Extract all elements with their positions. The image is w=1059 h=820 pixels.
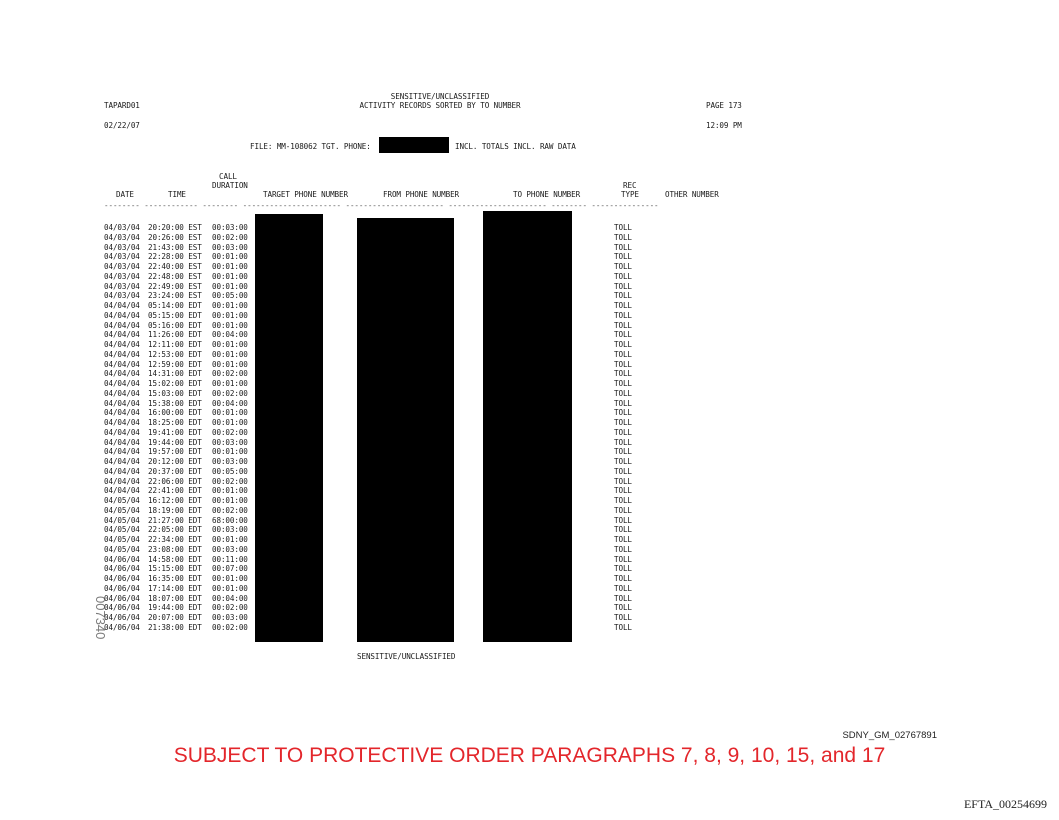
cell-rec-type: TOLL: [614, 447, 632, 457]
cell-date: 04/05/04: [104, 515, 140, 525]
cell-time: 12:53:00 EDT: [148, 349, 202, 359]
table-row: [104, 477, 256, 487]
cell-date: 04/04/04: [104, 398, 140, 408]
redaction-target-phone: [255, 214, 323, 642]
cell-rec-type: TOLL: [614, 486, 632, 496]
col-header-type: TYPE: [621, 190, 639, 199]
cell-date: 04/03/04: [104, 223, 140, 232]
table-row: [104, 613, 256, 623]
cell-date: 04/04/04: [104, 466, 140, 476]
cell-rec-type: TOLL: [614, 340, 632, 349]
cell-duration: 00:01:00: [212, 574, 248, 583]
table-row: [104, 369, 256, 379]
col-header-call: CALL: [219, 172, 237, 181]
redaction-from-phone: [357, 218, 454, 642]
cell-date: 04/04/04: [104, 476, 140, 486]
cell-rec-type: TOLL: [614, 242, 632, 252]
cell-rec-type: TOLL: [614, 398, 632, 408]
file-info-prefix: FILE: MM-108062 TGT. PHONE:: [250, 142, 371, 151]
cell-date: 04/06/04: [104, 593, 140, 603]
cell-time: 21:27:00 EDT: [148, 515, 202, 525]
cell-time: 20:07:00 EDT: [148, 613, 202, 622]
cell-duration: 00:05:00: [212, 291, 248, 301]
table-row: [104, 506, 256, 516]
efta-id: EFTA_00254699: [963, 797, 1047, 811]
cell-time: 23:08:00 EDT: [148, 544, 202, 554]
cell-date: 04/06/04: [104, 622, 140, 632]
col-header-to-phone: TO PHONE NUMBER: [513, 190, 581, 199]
table-row: [104, 291, 256, 301]
cell-rec-type: TOLL: [614, 505, 632, 515]
cell-time: 20:37:00 EDT: [148, 466, 202, 476]
cell-date: 04/04/04: [104, 340, 140, 349]
cell-date: 04/03/04: [104, 281, 140, 291]
table-row: [104, 457, 256, 467]
cell-rec-type: TOLL: [614, 515, 632, 525]
cell-time: 23:24:00 EST: [148, 291, 202, 301]
cell-time: 17:14:00 EDT: [148, 583, 202, 593]
cell-rec-type: TOLL: [614, 418, 632, 427]
cell-date: 04/06/04: [104, 583, 140, 593]
redaction-to-phone: [483, 211, 572, 642]
cell-duration: 00:01:00: [212, 379, 248, 388]
table-row: [104, 428, 256, 438]
table-row: [104, 447, 256, 457]
redaction-target-phone-header: [379, 137, 449, 153]
table-row: [104, 399, 256, 409]
cell-duration: 00:04:00: [212, 398, 248, 408]
cell-duration: 00:01:00: [212, 262, 248, 271]
table-row: [104, 603, 256, 613]
cell-duration: 00:03:00: [212, 223, 248, 232]
cell-time: 05:16:00 EDT: [148, 320, 202, 330]
classification-bottom: SENSITIVE/UNCLASSIFIED: [357, 652, 456, 661]
cell-duration: 00:02:00: [212, 427, 248, 437]
table-row: [104, 389, 256, 399]
cell-rec-type: TOLL: [614, 564, 632, 574]
cell-date: 04/03/04: [104, 262, 140, 271]
cell-date: 04/04/04: [104, 330, 140, 340]
file-info-suffix: INCL. TOTALS INCL. RAW DATA: [455, 142, 576, 151]
cell-duration: 00:02:00: [212, 476, 248, 486]
cell-duration: 00:01:00: [212, 310, 248, 320]
cell-time: 15:15:00 EDT: [148, 564, 202, 574]
cell-rec-type: TOLL: [614, 388, 632, 398]
cell-date: 04/04/04: [104, 447, 140, 457]
cell-rec-type: TOLL: [614, 359, 632, 369]
cell-time: 22:28:00 EST: [148, 252, 202, 262]
cell-rec-type: TOLL: [614, 310, 632, 320]
cell-time: 22:40:00 EST: [148, 262, 202, 271]
page-number: PAGE 173: [706, 101, 742, 110]
cell-rec-type: TOLL: [614, 349, 632, 359]
cell-duration: 00:01:00: [212, 418, 248, 427]
cell-duration: 00:01:00: [212, 281, 248, 291]
cell-date: 04/04/04: [104, 427, 140, 437]
cell-duration: 00:03:00: [212, 457, 248, 466]
table-row: [104, 311, 256, 321]
cell-rec-type: TOLL: [614, 437, 632, 447]
col-header-rec: REC: [623, 181, 637, 190]
cell-duration: 00:01:00: [212, 349, 248, 359]
table-row: [104, 564, 256, 574]
report-title: ACTIVITY RECORDS SORTED BY TO NUMBER: [359, 101, 521, 110]
cell-rec-type: TOLL: [614, 583, 632, 593]
cell-rec-type: TOLL: [614, 379, 632, 388]
cell-rec-type: TOLL: [614, 544, 632, 554]
cell-date: 04/04/04: [104, 369, 140, 379]
cell-date: 04/04/04: [104, 349, 140, 359]
table-row: [104, 223, 256, 233]
cell-rec-type: TOLL: [614, 593, 632, 603]
cell-date: 04/03/04: [104, 271, 140, 281]
col-header-target-phone: TARGET PHONE NUMBER: [263, 190, 348, 199]
cell-duration: 00:01:00: [212, 408, 248, 418]
table-row: [104, 535, 256, 545]
cell-duration: 00:02:00: [212, 388, 248, 398]
cell-rec-type: TOLL: [614, 223, 632, 232]
cell-rec-type: TOLL: [614, 603, 632, 613]
cell-duration: 00:01:00: [212, 535, 248, 544]
cell-duration: 00:03:00: [212, 242, 248, 252]
cell-duration: 00:02:00: [212, 232, 248, 242]
cell-time: 22:48:00 EST: [148, 271, 202, 281]
cell-time: 18:25:00 EDT: [148, 418, 202, 427]
cell-duration: 00:03:00: [212, 437, 248, 447]
cell-date: 04/04/04: [104, 320, 140, 330]
cell-date: 04/04/04: [104, 388, 140, 398]
cell-date: 04/06/04: [104, 574, 140, 583]
cell-duration: 00:01:00: [212, 486, 248, 496]
table-row: [104, 301, 256, 311]
cell-duration: 00:02:00: [212, 622, 248, 632]
cell-date: 04/03/04: [104, 291, 140, 301]
cell-rec-type: TOLL: [614, 622, 632, 632]
cell-date: 04/03/04: [104, 232, 140, 242]
cell-time: 16:00:00 EDT: [148, 408, 202, 418]
cell-rec-type: TOLL: [614, 496, 632, 505]
report-id: TAPARD01: [104, 101, 140, 110]
cell-date: 04/04/04: [104, 437, 140, 447]
cell-duration: 00:03:00: [212, 613, 248, 622]
bates-number: SDNY_GM_02767891: [842, 730, 937, 741]
table-row: [104, 594, 256, 604]
cell-duration: 00:01:00: [212, 583, 248, 593]
cell-date: 04/04/04: [104, 486, 140, 496]
cell-rec-type: TOLL: [614, 291, 632, 301]
cell-date: 04/03/04: [104, 252, 140, 262]
cell-date: 04/05/04: [104, 525, 140, 535]
table-row: [104, 321, 256, 331]
cell-duration: 00:01:00: [212, 301, 248, 310]
cell-duration: 00:11:00: [212, 554, 248, 564]
cell-date: 04/04/04: [104, 359, 140, 369]
cell-time: 22:41:00 EDT: [148, 486, 202, 496]
cell-rec-type: TOLL: [614, 525, 632, 535]
cell-time: 21:38:00 EDT: [148, 622, 202, 632]
cell-duration: 00:01:00: [212, 447, 248, 457]
cell-duration: 00:01:00: [212, 252, 248, 262]
cell-time: 19:41:00 EDT: [148, 427, 202, 437]
cell-date: 04/05/04: [104, 544, 140, 554]
table-row: [104, 243, 256, 253]
cell-duration: 00:02:00: [212, 603, 248, 613]
cell-duration: 00:01:00: [212, 271, 248, 281]
cell-time: 14:31:00 EDT: [148, 369, 202, 379]
cell-rec-type: TOLL: [614, 232, 632, 242]
cell-rec-type: TOLL: [614, 574, 632, 583]
cell-time: 15:02:00 EDT: [148, 379, 202, 388]
side-stamp: 007340: [93, 596, 108, 640]
cell-date: 04/04/04: [104, 418, 140, 427]
cell-rec-type: TOLL: [614, 554, 632, 564]
cell-duration: 00:05:00: [212, 466, 248, 476]
cell-time: 12:59:00 EDT: [148, 359, 202, 369]
protective-order-notice: SUBJECT TO PROTECTIVE ORDER PARAGRAPHS 7, 8, 9, 10, 15, and 17: [173, 744, 886, 767]
cell-duration: 00:04:00: [212, 593, 248, 603]
cell-date: 04/05/04: [104, 496, 140, 505]
cell-time: 19:57:00 EDT: [148, 447, 202, 457]
cell-time: 18:07:00 EDT: [148, 593, 202, 603]
cell-rec-type: TOLL: [614, 330, 632, 340]
table-row: [104, 252, 256, 262]
cell-time: 22:49:00 EST: [148, 281, 202, 291]
cell-rec-type: TOLL: [614, 320, 632, 330]
table-row: [104, 360, 256, 370]
cell-date: 04/06/04: [104, 603, 140, 613]
table-row: [104, 272, 256, 282]
cell-date: 04/03/04: [104, 242, 140, 252]
cell-time: 16:12:00 EDT: [148, 496, 202, 505]
cell-time: 12:11:00 EDT: [148, 340, 202, 349]
cell-time: 21:43:00 EST: [148, 242, 202, 252]
cell-duration: 68:00:00: [212, 515, 248, 525]
cell-rec-type: TOLL: [614, 476, 632, 486]
cell-time: 18:19:00 EDT: [148, 505, 202, 515]
cell-time: 22:34:00 EDT: [148, 535, 202, 544]
cell-rec-type: TOLL: [614, 535, 632, 544]
table-row: [104, 418, 256, 428]
cell-time: 22:05:00 EDT: [148, 525, 202, 535]
table-row: [104, 555, 256, 565]
classification-top: SENSITIVE/UNCLASSIFIED: [390, 92, 490, 101]
col-header-date: DATE: [116, 190, 134, 199]
table-row: [104, 379, 256, 389]
table-row: [104, 584, 256, 594]
table-row: [104, 340, 256, 350]
table-row: [104, 282, 256, 292]
cell-time: 22:06:00 EDT: [148, 476, 202, 486]
cell-rec-type: TOLL: [614, 613, 632, 622]
report-date: 02/22/07: [104, 121, 140, 130]
table-row: [104, 262, 256, 272]
cell-date: 04/05/04: [104, 535, 140, 544]
cell-duration: 00:07:00: [212, 564, 248, 574]
table-row: [104, 350, 256, 360]
cell-time: 15:38:00 EDT: [148, 398, 202, 408]
cell-time: 14:58:00 EDT: [148, 554, 202, 564]
cell-duration: 00:03:00: [212, 525, 248, 535]
header-rule: -------- ------------ -------- ---------------------- ---------------------- ---------------------- -------- ---------------: [104, 201, 659, 210]
table-row: [104, 496, 256, 506]
cell-time: 05:14:00 EDT: [148, 301, 202, 310]
cell-duration: 00:01:00: [212, 340, 248, 349]
cell-rec-type: TOLL: [614, 466, 632, 476]
cell-time: 20:26:00 EST: [148, 232, 202, 242]
cell-duration: 00:03:00: [212, 544, 248, 554]
cell-date: 04/04/04: [104, 457, 140, 466]
cell-rec-type: TOLL: [614, 281, 632, 291]
table-row: [104, 467, 256, 477]
cell-time: 20:20:00 EST: [148, 223, 202, 232]
cell-time: 20:12:00 EDT: [148, 457, 202, 466]
report-time: 12:09 PM: [706, 121, 742, 130]
cell-duration: 00:02:00: [212, 369, 248, 379]
table-row: [104, 486, 256, 496]
cell-duration: 00:02:00: [212, 505, 248, 515]
table-row: [104, 438, 256, 448]
cell-rec-type: TOLL: [614, 271, 632, 281]
cell-rec-type: TOLL: [614, 457, 632, 466]
col-header-from-phone: FROM PHONE NUMBER: [383, 190, 460, 199]
col-header-duration: DURATION: [212, 181, 248, 190]
cell-date: 04/06/04: [104, 613, 140, 622]
cell-time: 19:44:00 EDT: [148, 437, 202, 447]
cell-date: 04/04/04: [104, 379, 140, 388]
cell-time: 15:03:00 EDT: [148, 388, 202, 398]
cell-time: 11:26:00 EDT: [148, 330, 202, 340]
cell-rec-type: TOLL: [614, 427, 632, 437]
table-row: [104, 516, 256, 526]
cell-duration: 00:01:00: [212, 496, 248, 505]
cell-date: 04/05/04: [104, 505, 140, 515]
table-row: [104, 233, 256, 243]
cell-date: 04/04/04: [104, 301, 140, 310]
col-header-other-number: OTHER NUMBER: [665, 190, 719, 199]
table-row: [104, 623, 256, 633]
table-row: [104, 545, 256, 555]
table-row: [104, 574, 256, 584]
cell-date: 04/04/04: [104, 310, 140, 320]
cell-time: 16:35:00 EDT: [148, 574, 202, 583]
cell-rec-type: TOLL: [614, 252, 632, 262]
cell-time: 19:44:00 EDT: [148, 603, 202, 613]
table-row: [104, 330, 256, 340]
cell-duration: 00:04:00: [212, 330, 248, 340]
col-header-time: TIME: [168, 190, 186, 199]
cell-date: 04/06/04: [104, 554, 140, 564]
cell-date: 04/06/04: [104, 564, 140, 574]
table-row: [104, 525, 256, 535]
cell-rec-type: TOLL: [614, 301, 632, 310]
cell-rec-type: TOLL: [614, 262, 632, 271]
cell-rec-type: TOLL: [614, 369, 632, 379]
cell-time: 05:15:00 EDT: [148, 310, 202, 320]
cell-duration: 00:01:00: [212, 320, 248, 330]
cell-rec-type: TOLL: [614, 408, 632, 418]
cell-duration: 00:01:00: [212, 359, 248, 369]
table-row: [104, 408, 256, 418]
cell-date: 04/04/04: [104, 408, 140, 418]
